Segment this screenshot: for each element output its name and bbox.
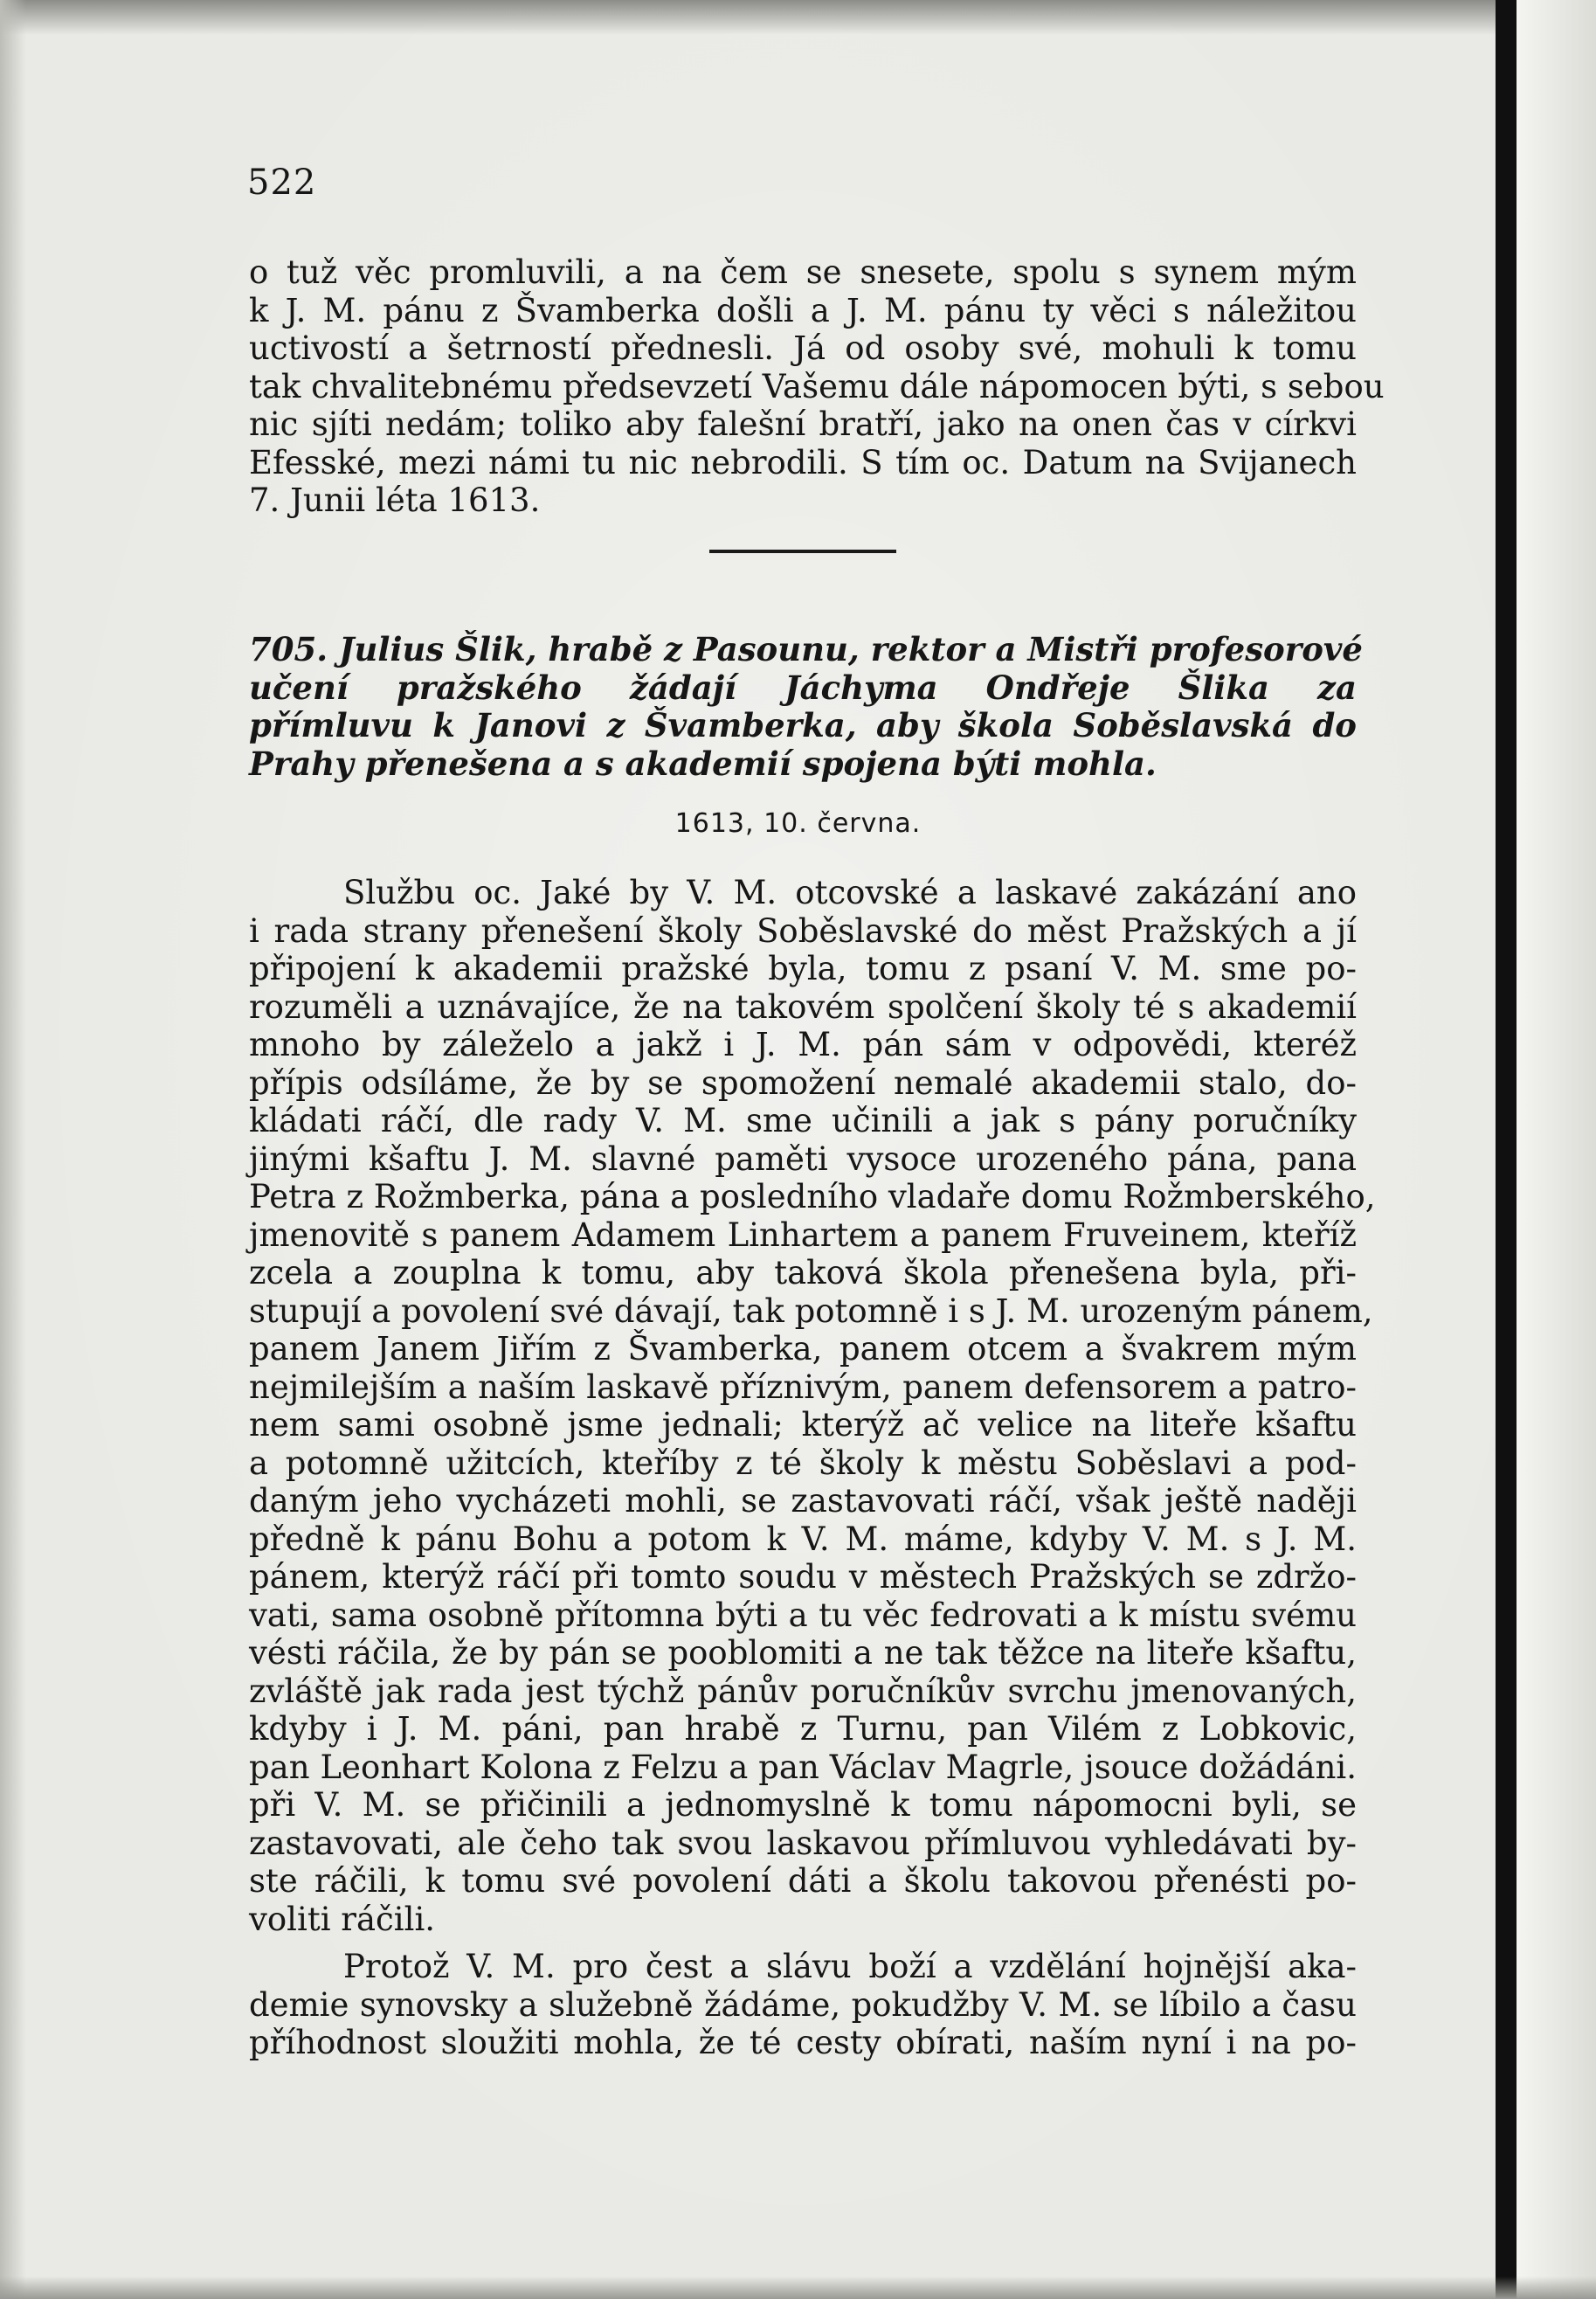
text-line: zvláště jak rada jest týchž pánův poručníkův svrchu jmenovaných, bbox=[249, 1672, 1357, 1710]
text-line: o tuž věc promluvili, a na čem se snesete, spolu s synem mým bbox=[249, 253, 1357, 291]
text-line: Protož V. M. pro čest a slávu boží a vzdělání hojnější aka- bbox=[343, 1948, 1357, 1985]
text-line: daným jeho vycházeti mohli, se zastavovati ráčí, však ještě naději bbox=[249, 1482, 1357, 1520]
document-heading bbox=[249, 630, 1363, 783]
text-line: mnoho by záleželo a jakž i J. M. pán sám v odpovědi, kteréž bbox=[249, 1026, 1357, 1063]
section-separator-rule bbox=[709, 550, 896, 553]
text-line: jmenovitě s panem Adamem Linhartem a panem Fruveinem, kteříž bbox=[249, 1215, 1357, 1254]
text-line: i rada strany přenešení školy Soběslavské do měst Pražských a jí bbox=[249, 911, 1357, 950]
text-line: pan Leonhart Kolona z Felzu a pan Václav Magrle, jsouce dožádáni. bbox=[249, 1748, 1357, 1786]
text-line: příhodnost sloužiti mohla, že té cesty obírati, naším nyní i na po- bbox=[249, 2024, 1357, 2061]
text-line: voliti ráčili. bbox=[249, 1900, 436, 1938]
text-line: 7. Junii léta 1613. bbox=[249, 481, 541, 519]
text-line: zcela a zouplna k tomu, aby taková škola přenešena byla, při- bbox=[249, 1254, 1357, 1291]
heading-line: 705. Julius Šlik, hrabě z Pasounu, rektor a Mistři profesorové bbox=[249, 630, 1363, 668]
heading-line: učení pražského žádají Jáchyma Ondřeje Šlika za bbox=[249, 668, 1357, 707]
text-line: tak chvalitebnému předsevzetí Vašemu dále nápomocen býti, s sebou bbox=[249, 367, 1385, 405]
text-line: Petra z Rožmberka, pána a posledního vladaře domu Rožmberského, bbox=[249, 1178, 1376, 1215]
adjacent-page-edge bbox=[1517, 0, 1596, 2299]
text-line: nem sami osobně jsme jednali; kterýž ač velice na liteře kšaftu bbox=[249, 1406, 1357, 1444]
text-line: přípis odsíláme, že by se spomožení nemalé akademii stalo, do- bbox=[249, 1063, 1357, 1102]
text-line: kládati ráčí, dle rady V. M. sme učinili a jak s pány poručníky bbox=[249, 1102, 1357, 1139]
letter-body-paragraph bbox=[249, 874, 1376, 1938]
text-line: jinými kšaftu J. M. slavné paměti vysoce urozeného pána, pana bbox=[249, 1139, 1357, 1178]
page-number: 522 bbox=[247, 163, 317, 203]
scan-bottom-shadow bbox=[0, 2276, 1596, 2299]
heading-line: přímluvu k Janovi z Švamberka, aby škola Soběslavská do bbox=[249, 706, 1357, 744]
scan-left-shadow bbox=[0, 0, 26, 2299]
text-line: Efesské, mezi námi tu nic nebrodili. S tím oc. Datum na Svijanech bbox=[249, 443, 1357, 481]
text-line: stupují a povolení své dávají, tak potomně i s J. M. urozeným pánem, bbox=[249, 1291, 1373, 1330]
text-line: zastavovati, ale čeho tak svou laskavou přímluvou vyhledávati by- bbox=[249, 1824, 1357, 1862]
text-line: vésti ráčila, že by pán se pooblomiti a ne tak těžce na liteře kšaftu, bbox=[249, 1634, 1357, 1672]
text-line: a potomně užitcích, kteříby z té školy k městu Soběslavi a pod- bbox=[249, 1444, 1357, 1482]
text-line: nejmilejším a naším laskavě příznivým, panem defensorem a patro- bbox=[249, 1368, 1357, 1406]
scan-top-shadow bbox=[0, 0, 1596, 35]
text-line: pánem, kterýž ráčí při tomto soudu v městech Pražských se zdržo- bbox=[249, 1558, 1357, 1596]
text-line: při V. M. se přičinili a jednomyslně k tomu nápomocni byli, se bbox=[249, 1786, 1357, 1824]
text-line: kdyby i J. M. páni, pan hrabě z Turnu, pan Vilém z Lobkovic, bbox=[249, 1710, 1357, 1748]
text-line: demie synovsky a služebně žádáme, pokudžby V. M. se líbilo a času bbox=[249, 1985, 1357, 2024]
text-line: vati, sama osobně přítomna býti a tu věc fedrovati a k místu svému bbox=[249, 1596, 1357, 1634]
text-line: k J. M. pánu z Švamberka došli a J. M. pánu ty věci s náležitou bbox=[249, 291, 1357, 329]
text-line: rozuměli a uznávajíce, že na takovém spolčení školy té s akademií bbox=[249, 987, 1357, 1026]
text-line: panem Janem Jiřím z Švamberka, panem otcem a švakrem mým bbox=[249, 1330, 1357, 1368]
book-gutter-shadow bbox=[1496, 0, 1517, 2299]
text-line: předně k pánu Bohu a potom k V. M. máme, kdyby V. M. s J. M. bbox=[249, 1520, 1357, 1558]
letter-body-paragraph bbox=[249, 1948, 1357, 2062]
text-line: připojení k akademii pražské byla, tomu z psaní V. M. sme po- bbox=[249, 950, 1357, 987]
text-line: uctivostí a šetrností přednesli. Já od osoby své, mohuli k tomu bbox=[249, 329, 1357, 367]
text-line: Službu oc. Jaké by V. M. otcovské a laskavé zakázání ano bbox=[343, 874, 1357, 911]
heading-line: Prahy přenešena a s akademií spojena býti mohla. bbox=[249, 744, 1157, 783]
continued-letter-paragraph bbox=[249, 253, 1385, 520]
document-date: 1613, 10. června. bbox=[674, 808, 922, 839]
text-line: nic sjíti nedám; toliko aby falešní bratří, jako na onen čas v církvi bbox=[249, 405, 1357, 443]
text-line: ste ráčili, k tomu své povolení dáti a školu takovou přenésti po- bbox=[249, 1862, 1357, 1900]
